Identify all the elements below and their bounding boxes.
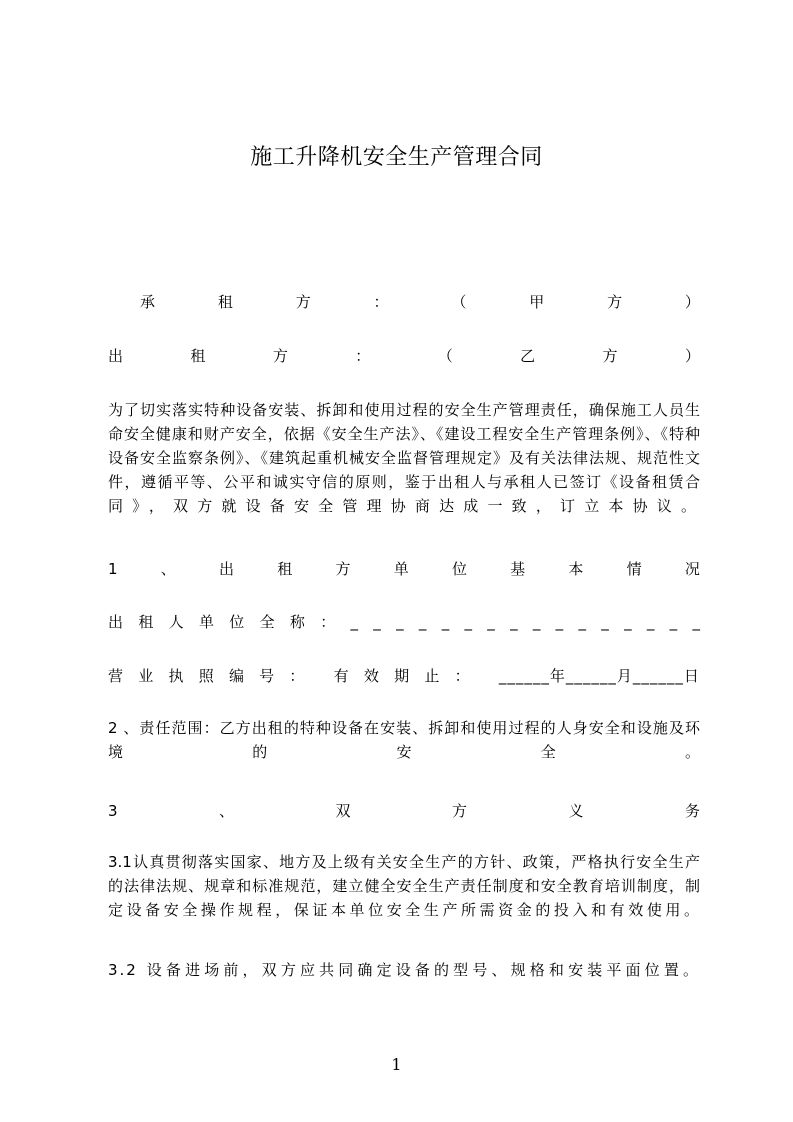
fullname-char: 称 bbox=[289, 613, 305, 631]
fill-blank: _ bbox=[601, 613, 609, 631]
intro-line: 同》，双方就设备安全管理协商达成一致，订立本协议。 bbox=[108, 497, 700, 515]
validity-date-blank: ______年______月______日 bbox=[498, 667, 700, 685]
lessee-char: 甲 bbox=[529, 293, 545, 311]
lessor-char: 出 bbox=[108, 347, 124, 365]
clause-3-1-line: 定设备安全操作规程，保证本单位安全生产所需资金的投入和有效使用。 bbox=[108, 901, 700, 919]
heading-char: 租 bbox=[277, 560, 293, 578]
page-number: 1 bbox=[391, 1055, 402, 1074]
clause-3-1-line: 的法律法规、规章和标准规范，建立健全安全生产责任制度和安全教育培训制度，制 bbox=[108, 877, 700, 895]
fill-blank: _ bbox=[418, 613, 427, 631]
clause-3-2-paragraph bbox=[108, 958, 700, 982]
lessor-char: 方 bbox=[602, 347, 618, 365]
fullname-char: 人 bbox=[168, 613, 184, 631]
business-license-row bbox=[108, 665, 700, 686]
fill-blank: _ bbox=[669, 613, 678, 631]
heading-char: 方 bbox=[335, 560, 351, 578]
intro-line: 命安全健康和财产安全，依据《安全生产法》、《建设工程安全生产管理条例》、《特种 bbox=[108, 425, 700, 443]
lessor-char: ） bbox=[684, 347, 700, 365]
license-char: 有 bbox=[333, 667, 349, 685]
heading-char: 情 bbox=[626, 560, 642, 578]
intro-line: 为了切实落实特种设备安装、拆卸和使用过程的安全生产管理责任，确保施工人员生 bbox=[108, 401, 700, 419]
fill-blank: _ bbox=[396, 613, 404, 631]
license-char: 编 bbox=[228, 667, 244, 685]
lessee-char: （ bbox=[451, 293, 467, 311]
heading-char: 基 bbox=[510, 560, 526, 578]
fill-blank: _ bbox=[692, 613, 700, 631]
fill-blank: _ bbox=[578, 613, 586, 631]
fill-blank: _ bbox=[510, 613, 518, 631]
fill-blank: _ bbox=[487, 613, 495, 631]
heading-char: 况 bbox=[684, 560, 700, 578]
heading-char: 单 bbox=[393, 560, 409, 578]
lessor-char: 方 bbox=[272, 347, 288, 365]
fill-blank: _ bbox=[373, 613, 381, 631]
lessee-char: 租 bbox=[217, 293, 233, 311]
license-char: ： bbox=[454, 667, 470, 685]
fill-blank: _ bbox=[464, 613, 472, 631]
fullname-char: 租 bbox=[138, 613, 154, 631]
license-char: 业 bbox=[138, 667, 154, 685]
heading-char: 位 bbox=[451, 560, 467, 578]
lessee-char: 方 bbox=[607, 293, 623, 311]
license-char: 止 bbox=[424, 667, 440, 685]
lessee-char: 方 bbox=[295, 293, 311, 311]
heading-char: 双 bbox=[335, 802, 351, 820]
fullname-char: ： bbox=[320, 613, 336, 631]
section-2-paragraph bbox=[108, 716, 700, 764]
clause-3-1-paragraph bbox=[108, 850, 700, 922]
license-char: 期 bbox=[394, 667, 410, 685]
intro-paragraph bbox=[108, 398, 700, 518]
fullname-char: 出 bbox=[108, 613, 124, 631]
section-1-heading bbox=[108, 558, 700, 579]
heading-char: 本 bbox=[568, 560, 584, 578]
license-char: 照 bbox=[198, 667, 214, 685]
fill-blank: _ bbox=[350, 613, 358, 631]
clause-3-2-line: 3.2 设备进场前，双方应共同确定设备的型号、规格和安装平面位置。 bbox=[108, 961, 700, 979]
clause-3-1-line: 3.1认真贯彻落实国家、地方及上级有关安全生产的方针、政策，严格执行安全生产 bbox=[108, 853, 700, 871]
fill-blank: _ bbox=[646, 613, 655, 631]
section-2-line: 2 、责任范围：乙方出租的特种设备在安装、拆卸和使用过程的人身安全和设施及环 bbox=[108, 719, 700, 737]
heading-char: 义 bbox=[568, 802, 584, 820]
lessor-char: 租 bbox=[190, 347, 206, 365]
fullname-char: 位 bbox=[229, 613, 245, 631]
lessor-char: （ bbox=[437, 347, 453, 365]
fill-blank: _ bbox=[555, 613, 564, 631]
lessee-char: ： bbox=[373, 293, 389, 311]
license-char: 号 bbox=[259, 667, 275, 685]
contract-title: 施工升降机安全生产管理合同 bbox=[250, 145, 543, 170]
license-char: ： bbox=[289, 667, 305, 685]
heading-char: 、 bbox=[219, 802, 235, 820]
lessee-char: ） bbox=[684, 293, 700, 311]
heading-char: 3 bbox=[108, 802, 118, 820]
fullname-char: 单 bbox=[198, 613, 214, 631]
lessor-char: ： bbox=[355, 347, 371, 365]
section-2-line: 境 的 安 全 。 bbox=[108, 743, 700, 761]
heading-char: 、 bbox=[160, 560, 176, 578]
intro-line: 件，遵循平等、公平和诚实守信的原则，鉴于出租人与承租人已签订《设备租赁合 bbox=[108, 473, 700, 491]
fill-blank: _ bbox=[624, 613, 632, 631]
intro-line: 设备安全监察条例》、《建筑起重机械安全监督管理规定》及有关法律法规、规范性文 bbox=[108, 449, 700, 467]
fill-blank: _ bbox=[441, 613, 450, 631]
fill-blank: _ bbox=[532, 613, 541, 631]
license-char: 执 bbox=[168, 667, 184, 685]
license-char: 营 bbox=[108, 667, 124, 685]
heading-char: 出 bbox=[219, 560, 235, 578]
section-3-heading bbox=[108, 800, 700, 821]
heading-char: 务 bbox=[684, 802, 700, 820]
heading-char: 1 bbox=[108, 560, 118, 578]
lessee-row bbox=[140, 291, 700, 312]
fullname-char: 全 bbox=[259, 613, 275, 631]
lessee-char: 承 bbox=[140, 293, 156, 311]
license-char: 效 bbox=[363, 667, 379, 685]
lessor-row bbox=[108, 345, 700, 366]
lessor-fullname-row bbox=[108, 611, 700, 632]
heading-char: 方 bbox=[451, 802, 467, 820]
lessor-char: 乙 bbox=[520, 347, 536, 365]
